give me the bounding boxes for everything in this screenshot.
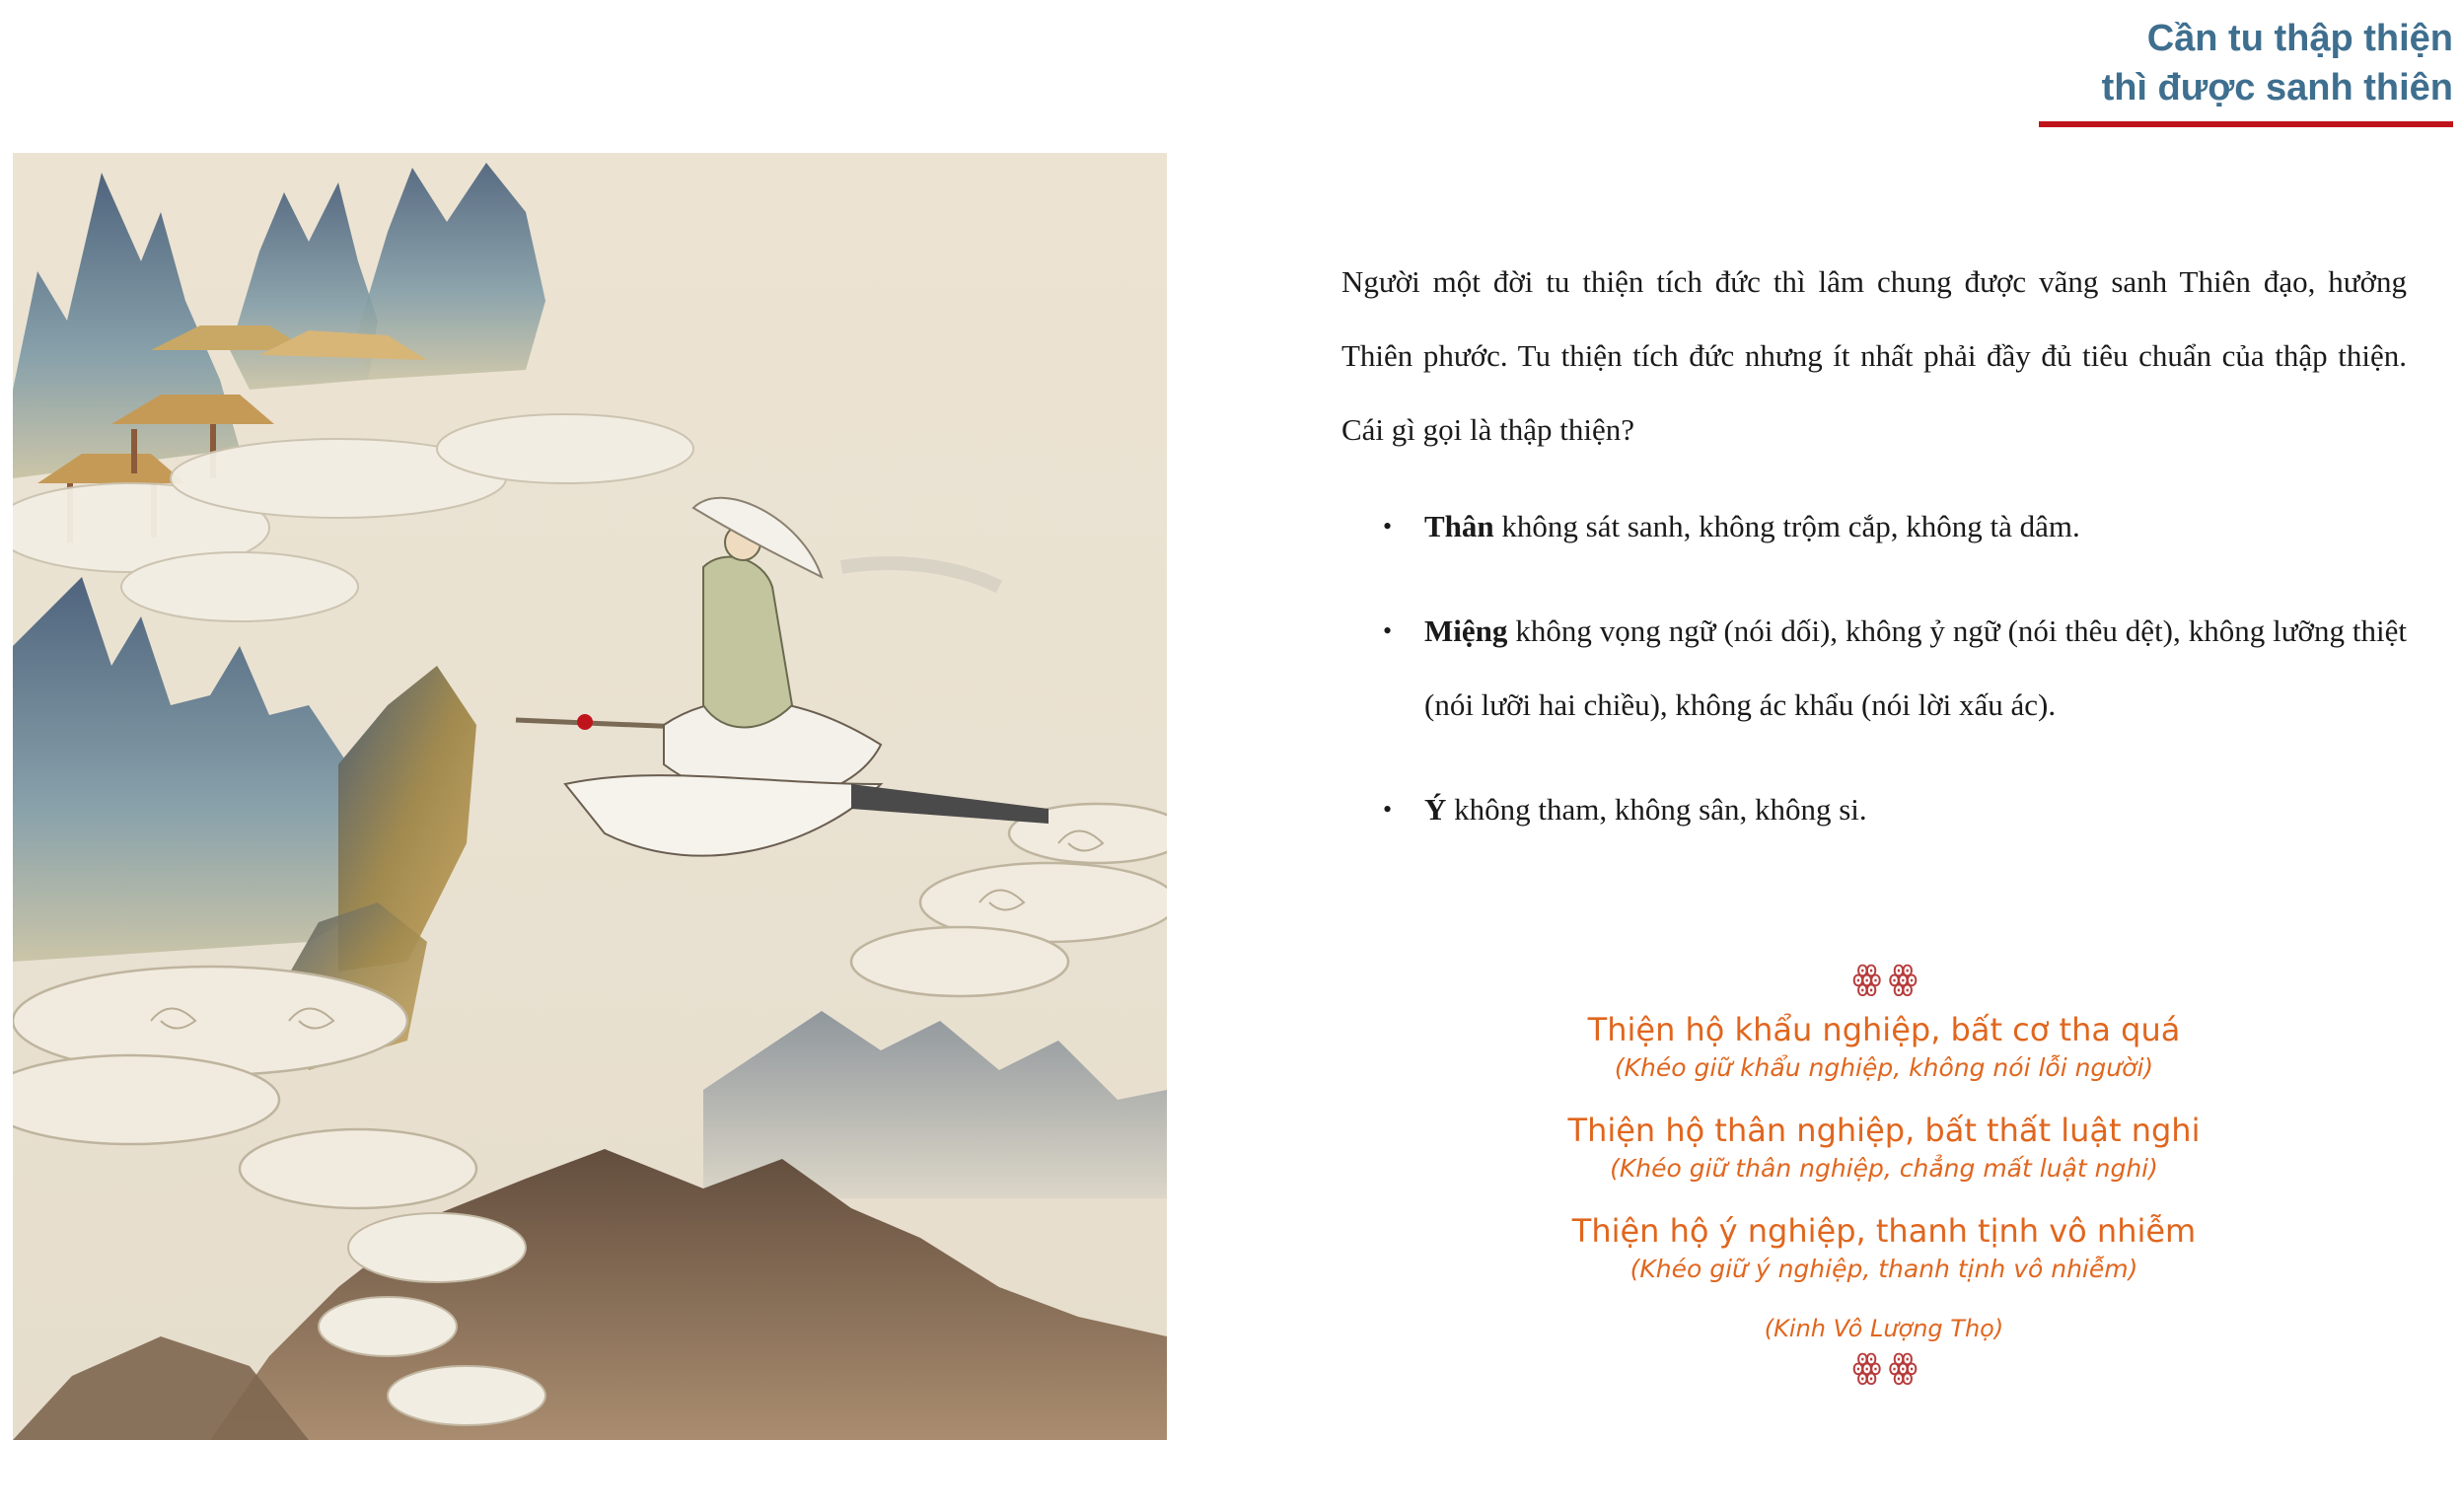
bullet-icon: • [1383,795,1393,824]
rule-text: không tham, không sân, không si. [1446,792,1867,827]
verse-source: (Kinh Vô Lượng Thọ) [1764,1315,2004,1342]
list-item-body [1341,489,2407,563]
painting-svg [13,153,1167,1440]
verse-line-3: Thiện hộ ý nghiệp, thanh tịnh vô nhiễm [1571,1212,2197,1250]
painting-crane-immortal-icon [13,153,1167,1440]
verse-translation-3: (Khéo giữ ý nghiệp, thanh tịnh vô nhiễm) [1629,1255,2138,1283]
bullet-icon: • [1383,616,1393,645]
rule-key: Miệng [1424,613,1508,648]
rule-key: Thân [1424,509,1494,543]
verse-line-2: Thiện hộ thân nghiệp, bất thất luật nghi [1567,1112,2201,1149]
title-line-1: Cần tu thập thiện [2146,18,2453,59]
title-line-2: thì được sanh thiên [2101,67,2453,108]
verse-translation-2: (Khéo giữ thân nghiệp, chẳng mất luật nghi) [1610,1154,2158,1183]
bullet-icon: • [1383,512,1393,540]
intro-paragraph: Người một đời tu thiện tích đức thì lâm chung được vãng sanh Thiên đạo, hưởng Thiên phước. Tu thiện tích đức nhưng ít nhất phải đầy đủ tiêu chuẩn của thập thiện. Cái gì gọi là thập thiện? [1341,264,2407,447]
rule-text: không vọng ngữ (nói dối), không ỷ ngữ (nói thêu dệt), không lưỡng thiệt (nói lưỡi hai chiều), không ác khẩu (nói lời xấu ác). [1424,613,2407,722]
verse-translation-1: (Khéo giữ khẩu nghiệp, không nói lỗi người) [1614,1053,2154,1082]
ornament-bottom-icon: ꙮ ꙮ [1851,1347,1917,1387]
article-body [1341,245,2407,877]
rule-text: không sát sanh, không trộm cắp, không tà dâm. [1493,509,2080,543]
list-item-mind [1341,772,2407,846]
title-underline [2039,121,2453,127]
ten-virtues-list [1341,489,2407,846]
sutra-verse [1480,957,2288,1389]
rule-key: Ý [1424,792,1447,827]
list-item-speech [1341,594,2407,742]
page-title [2102,14,2453,112]
verse-line-1: Thiện hộ khẩu nghiệp, bất cơ tha quá [1587,1011,2181,1048]
ornament-top-icon: ꙮ ꙮ [1851,959,1917,998]
